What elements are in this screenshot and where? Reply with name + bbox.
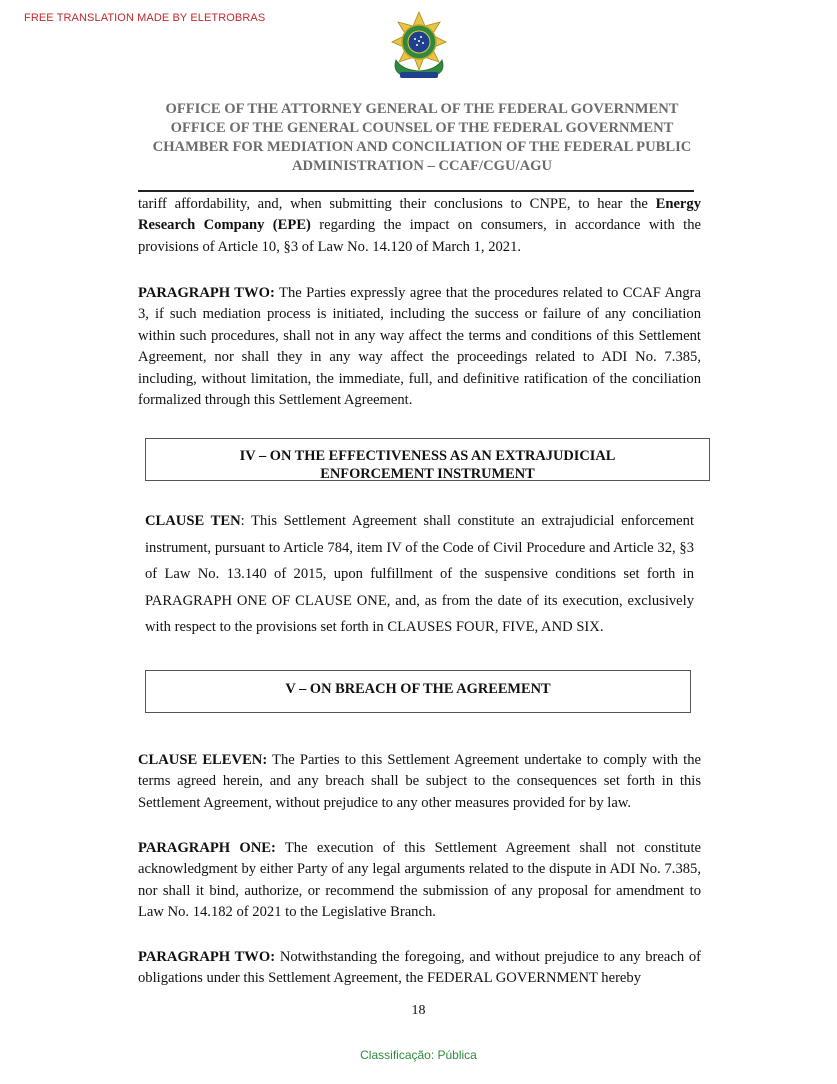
paragraph-two-b-text: Notwithstanding the foregoing, and without prejudice to any breach of obligations under this Settlement Agreement, the FEDERAL GOVERNMENT hereby (138, 949, 701, 987)
coat-of-arms-icon (384, 10, 454, 82)
section-v-line-1: V – ON BREACH OF THE AGREEMENT (285, 681, 551, 697)
clause-ten (145, 508, 694, 641)
clause-eleven-label: CLAUSE ELEVEN: (138, 752, 268, 768)
clause-ten-label: CLAUSE TEN (145, 513, 241, 529)
section-iv-line-2: ENFORCEMENT INSTRUMENT (320, 465, 535, 482)
translation-watermark: FREE TRANSLATION MADE BY ELETROBRAS (24, 12, 266, 24)
paragraph-two (138, 283, 701, 411)
paragraph-two-b (138, 947, 701, 990)
header-line-4: ADMINISTRATION – CCAF/CGU/AGU (292, 158, 552, 174)
header-line-1: OFFICE OF THE ATTORNEY GENERAL OF THE FEDERAL GOVERNMENT (165, 101, 679, 117)
paragraph-one-label: PARAGRAPH ONE: (138, 840, 276, 856)
paragraph-one (138, 838, 701, 924)
header-line-3: CHAMBER FOR MEDIATION AND CONCILIATION OF THE FEDERAL PUBLIC (152, 139, 692, 155)
classification-label: Classificação: Pública (360, 1048, 477, 1062)
continuation-text-c: regarding the impact on consumers, in accordance with the provisions of Article 10, §3 of Law No. 14.120 of March 1, 2021. (138, 217, 701, 255)
page-number: 18 (411, 1003, 426, 1018)
clause-eleven (138, 750, 701, 814)
continuation-paragraph (138, 194, 701, 258)
paragraph-two-b-label: PARAGRAPH TWO: (138, 949, 276, 965)
epe-name: Energy Research Company (EPE) (138, 196, 701, 234)
section-iv-line-1: IV – ON THE EFFECTIVENESS AS AN EXTRAJUDICIAL (239, 448, 616, 464)
section-heading-v (145, 670, 691, 713)
document-header (110, 100, 734, 176)
paragraph-two-label: PARAGRAPH TWO: (138, 285, 275, 301)
section-heading-iv (145, 438, 710, 481)
paragraph-two-text: The Parties expressly agree that the procedures related to CCAF Angra 3, if such mediation process is initiated, including the success or failure of any conciliation within such procedures, shall not in any way affect the terms and conditions of this Settlement Agreement, nor shall they in any way affect the proceedings related to ADI No. 7.385, including, without limitation, the immediate, full, and definitive ratification of the conciliation formalized through this Settlement Agreement. (138, 285, 701, 409)
header-line-2: OFFICE OF THE GENERAL COUNSEL OF THE FEDERAL GOVERNMENT (170, 120, 674, 136)
paragraph-one-text: The execution of this Settlement Agreement shall not constitute acknowledgment by either Party of any legal arguments related to the dispute in ADI No. 7.385, nor shall it bind, authorize, or recommend the submission of any proposal for amendment to Law No. 14.182 of 2021 to the Legislative Branch. (138, 840, 701, 921)
header-divider (138, 190, 694, 192)
clause-eleven-text: The Parties to this Settlement Agreement undertake to comply with the terms agreed herein, and any breach shall be subject to the consequences set forth in this Settlement Agreement, without prejudice to any other measures provided for by law. (138, 752, 701, 811)
continuation-text-a: tariff affordability, and, when submitting their conclusions to CNPE, to hear the (138, 196, 656, 212)
clause-ten-text: : This Settlement Agreement shall constitute an extrajudicial enforcement instrument, pursuant to Article 784, item IV of the Code of Civil Procedure and Article 32, §3 of Law No. 13.140 of 2015, upon fulfillment of the suspensive conditions set forth in PARAGRAPH ONE OF CLAUSE ONE, and, as from the date of its execution, exclusively with respect to the provisions set forth in CLAUSES FOUR, FIVE, AND SIX. (145, 513, 694, 636)
